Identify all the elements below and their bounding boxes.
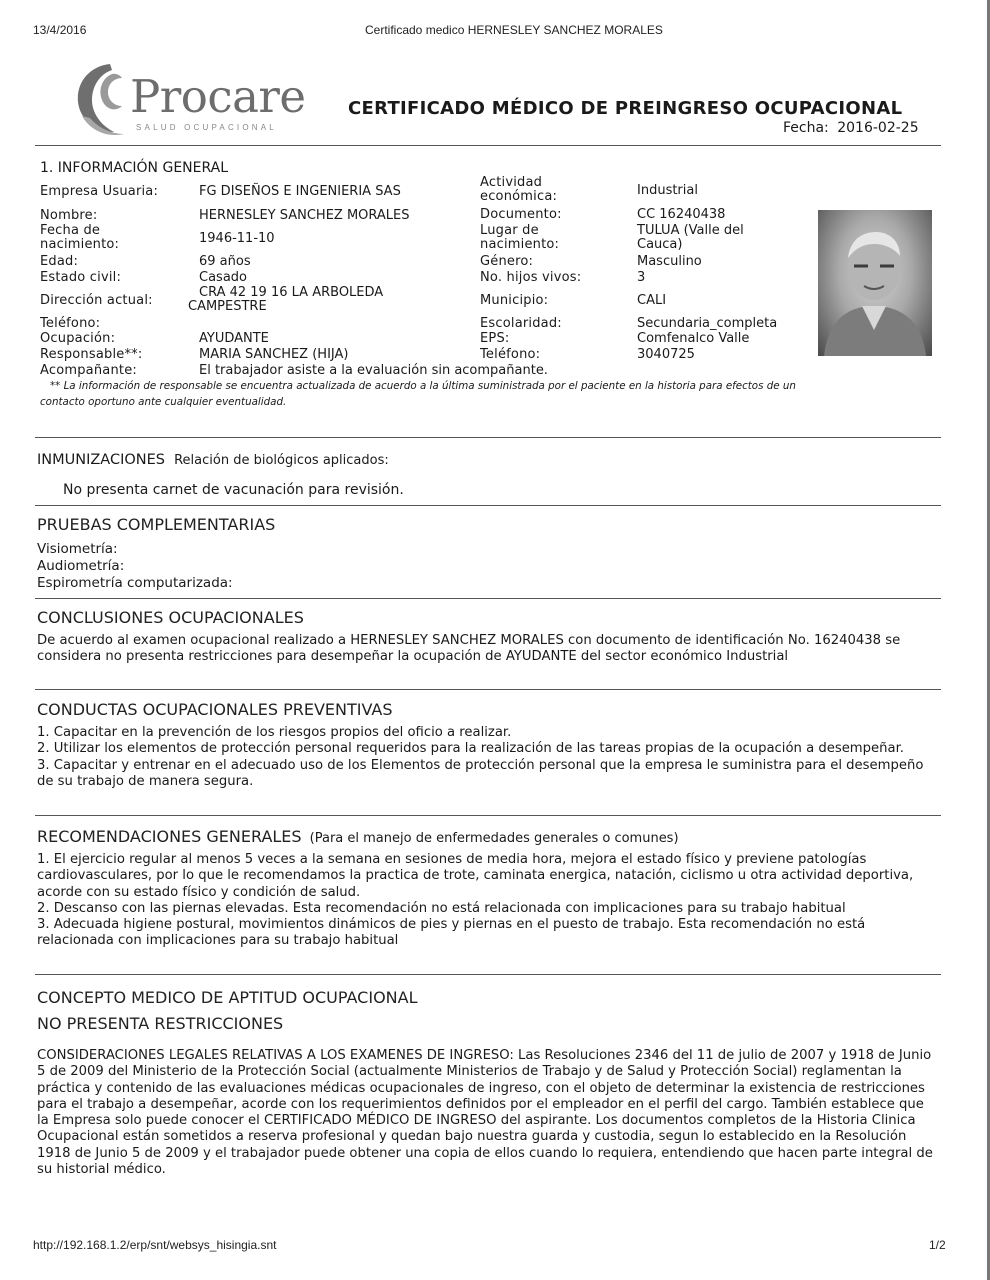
ocupacion-value: AYUDANTE — [199, 331, 269, 346]
inmunizaciones-heading-row — [37, 449, 389, 468]
concepto-value: NO PRESENTA RESTRICCIONES — [37, 1014, 284, 1033]
lugar-nacimiento-label: Lugar de nacimiento: — [480, 223, 560, 252]
ocupacion-label: Ocupación: — [40, 331, 116, 346]
espirometria-label: Espirometría computarizada: — [37, 575, 233, 591]
procare-logo — [72, 60, 306, 140]
conductas-item: 1. Capacitar en la prevención de los riesgos propios del oficio a realizar. — [37, 725, 512, 740]
fecha-value: 2016-02-25 — [837, 120, 919, 136]
genero-value: Masculino — [637, 254, 702, 269]
lugar-nacimiento-value: TULUA (Valle del Cauca) — [637, 223, 744, 252]
recomendaciones-list — [37, 852, 937, 950]
edad-label: Edad: — [40, 254, 79, 269]
actividad-label: Actividad económica: — [480, 175, 558, 204]
procare-tagline: SALUD OCUPACIONAL — [136, 123, 277, 132]
responsable-note: ** La información de responsable se encuentra actualizada de acuerdo a la última suministrada por el paciente en la historia para efectos de un contacto oportuno ante cualquier eventualidad. — [40, 380, 796, 408]
actividad-value: Industrial — [637, 183, 698, 198]
eps-label: EPS: — [480, 331, 510, 346]
direccion-value: CRA 42 19 16 LA ARBOLEDA CAMPESTRE — [188, 285, 384, 314]
audiometria-label: Audiometría: — [37, 558, 125, 574]
estado-civil-label: Estado civil: — [40, 270, 122, 285]
footer-page-number: 1/2 — [929, 1238, 946, 1252]
recomendaciones-heading-row — [37, 827, 679, 846]
recomendaciones-item: 1. El ejercicio regular al menos 5 veces a la semana en sesiones de media hora, mejora el estado físico y previene patologías cardiovasculares, por lo que le recomendamos la practica de trote, caminata energica, natación, ciclismo u otra actividad deportiva, acorde con su estado físico y condición de salud. — [37, 852, 914, 900]
responsable-value: MARIA SANCHEZ (HIJA) — [199, 347, 349, 362]
divider — [35, 145, 941, 146]
estado-civil-value: Casado — [199, 270, 247, 285]
divider — [35, 689, 941, 690]
conclusiones-text: De acuerdo al examen ocupacional realizado a HERNESLEY SANCHEZ MORALES con documento de identificación No. 16240438 se considera no presenta restricciones para desempeñar la ocupación de AYUDANTE del sector económico Industrial — [37, 633, 901, 665]
nombre-label: Nombre: — [40, 208, 98, 223]
acompanante-value: El trabajador asiste a la evaluación sin acompañante. — [199, 363, 548, 378]
municipio-value: CALI — [637, 293, 667, 308]
hijos-value: 3 — [637, 270, 646, 285]
print-date: 13/4/2016 — [33, 23, 87, 37]
escolaridad-value: Secundaria_completa — [637, 316, 778, 331]
recomendaciones-item: 2. Descanso con las piernas elevadas. Esta recomendación no está relacionada con implicaciones para su trabajo habitual — [37, 900, 846, 916]
conductas-heading: CONDUCTAS OCUPACIONALES PREVENTIVAS — [37, 700, 393, 719]
visiometria-label: Visiometría: — [37, 541, 118, 557]
documento-value: CC 16240438 — [637, 207, 726, 222]
procare-brand: Procare — [130, 70, 306, 123]
conductas-list — [37, 725, 937, 790]
telefono-responsable-label: Teléfono: — [480, 347, 541, 362]
fecha-label: Fecha: — [783, 120, 829, 136]
footer-url: http://192.168.1.2/erp/snt/websys_hisingia.snt — [33, 1238, 277, 1252]
direccion-label: Dirección actual: — [40, 293, 153, 308]
divider — [35, 437, 941, 438]
recomendaciones-subheading: (Para el manejo de enfermedades generales o comunes) — [309, 831, 679, 846]
acompanante-label: Acompañante: — [40, 363, 137, 378]
empresa-value: FG DISEÑOS E INGENIERIA SAS — [199, 184, 401, 199]
responsable-label: Responsable**: — [40, 347, 143, 362]
hijos-label: No. hijos vivos: — [480, 270, 582, 285]
procare-swirl-icon — [72, 60, 134, 140]
edad-value: 69 años — [199, 254, 251, 269]
eps-value: Comfenalco Valle — [637, 331, 750, 346]
inmunizaciones-heading: INMUNIZACIONES — [37, 452, 165, 468]
divider — [35, 974, 941, 975]
certificate-title: CERTIFICADO MÉDICO DE PREINGRESO OCUPACIONAL — [348, 98, 903, 119]
concepto-heading: CONCEPTO MEDICO DE APTITUD OCUPACIONAL — [37, 988, 418, 1007]
divider — [35, 598, 941, 599]
divider — [35, 815, 941, 816]
conclusiones-heading: CONCLUSIONES OCUPACIONALES — [37, 608, 304, 627]
print-title: Certificado medico HERNESLEY SANCHEZ MORALES — [365, 23, 663, 37]
divider — [35, 505, 941, 506]
inmunizaciones-text: No presenta carnet de vacunación para revisión. — [63, 482, 404, 498]
nombre-value: HERNESLEY SANCHEZ MORALES — [199, 208, 410, 223]
patient-photo — [818, 210, 932, 356]
recomendaciones-heading: RECOMENDACIONES GENERALES — [37, 827, 302, 846]
recomendaciones-item: 3. Adecuada higiene postural, movimientos dinámicos de pies y piernas en el puesto de trabajo. Esta recomendación no está relacionada con implicaciones para su trabajo habitual — [37, 917, 866, 949]
fecha-nacimiento-value: 1946-11-10 — [199, 231, 275, 246]
municipio-label: Municipio: — [480, 293, 549, 308]
certificate-date — [783, 120, 919, 136]
fecha-nacimiento-label: Fecha de nacimiento: — [40, 223, 120, 252]
empresa-label: Empresa Usuaria: — [40, 184, 159, 199]
conductas-item: 3. Capacitar y entrenar en el adecuado uso de los Elementos de protección personal que la empresa le suministra para el desempeño de su trabajo de manera segura. — [37, 757, 924, 789]
consideraciones-text: CONSIDERACIONES LEGALES RELATIVAS A LOS EXAMENES DE INGRESO: Las Resoluciones 2346 del 11 de julio de 2007 y 1918 de Junio 5 de 2009 del Ministerio de la Protección Social (actualmente Ministerios de Trabajo y de Salud y Protección Social) reglamentan la práctica y contenido de las evaluaciones médicas ocupacionales de ingreso, con el objeto de determinar la existencia de restricciones para el trabajo a desempeñar, acorde con los requerimientos definidos por el empleador en el perfil del cargo. También establece que la Empresa solo puede conocer el CERTIFICADO MÉDICO DE INGRESO del aspirante. Los documentos completos de la Historia Clinica Ocupacional están sometidos a reserva profesional y quedan bajo nuestra guarda y custodia, segun lo establecido en la Resolución 1918 de Junio 5 de 2009 y el trabajador puede obtener una copia de ellos cuando lo requiera, entendiendo que hacen parte integral de su historial médico. — [37, 1048, 933, 1178]
genero-label: Género: — [480, 254, 534, 269]
inmunizaciones-subheading: Relación de biológicos aplicados: — [174, 453, 389, 468]
telefono-responsable-value: 3040725 — [637, 347, 695, 362]
telefono-label: Teléfono: — [40, 316, 101, 331]
pruebas-heading: PRUEBAS COMPLEMENTARIAS — [37, 515, 276, 534]
escolaridad-label: Escolaridad: — [480, 316, 562, 331]
documento-label: Documento: — [480, 207, 562, 222]
conductas-item: 2. Utilizar los elementos de protección personal requeridos para la realización de las tareas propias de la ocupación a desempeñar. — [37, 741, 904, 757]
general-heading: 1. INFORMACIÓN GENERAL — [40, 160, 229, 176]
